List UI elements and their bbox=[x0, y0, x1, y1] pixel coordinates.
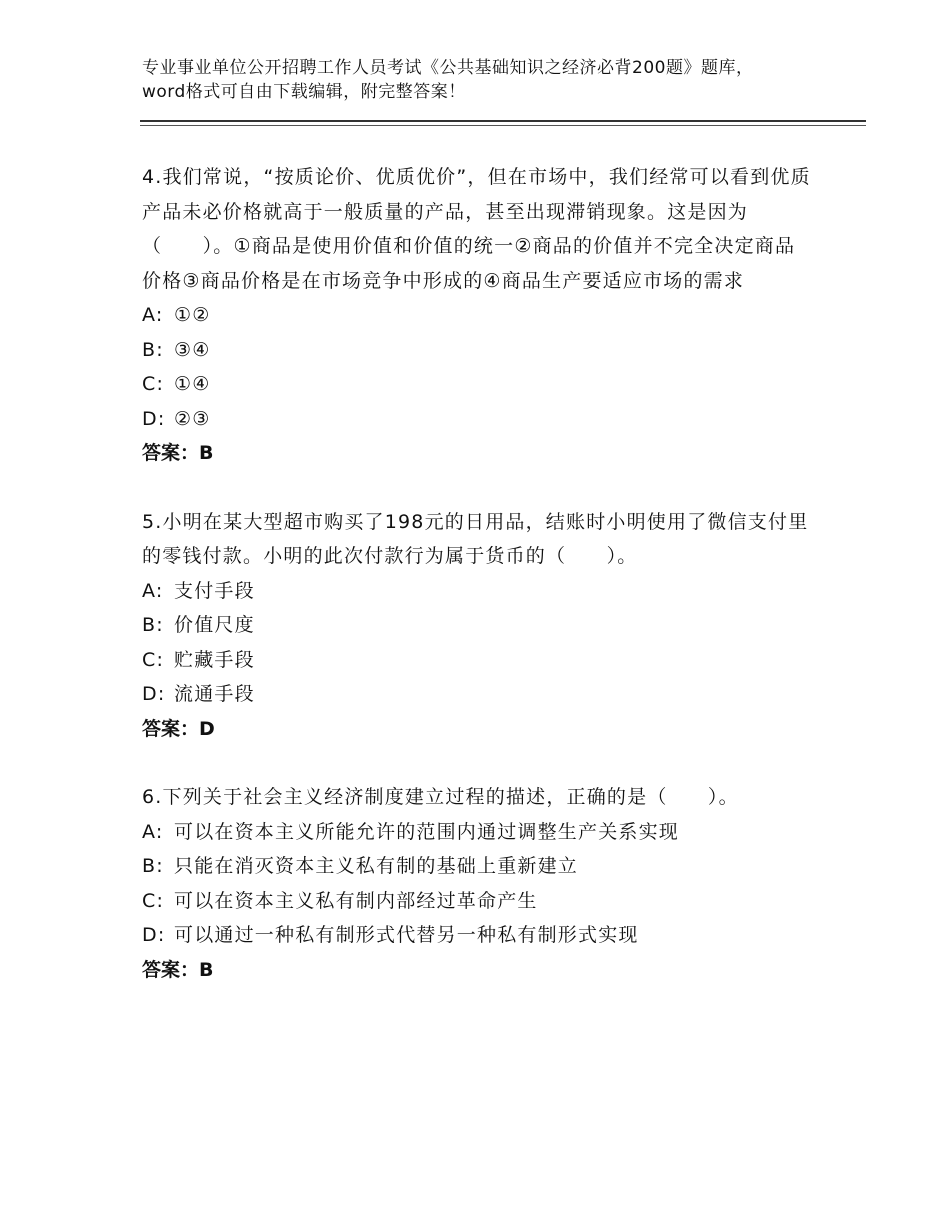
header-divider-thick bbox=[140, 120, 866, 122]
option-text: 支付手段 bbox=[174, 579, 255, 602]
question-4 bbox=[142, 160, 812, 471]
option-letter: C: bbox=[142, 373, 165, 395]
option-text: ②③ bbox=[174, 407, 211, 430]
option-letter: D: bbox=[142, 924, 166, 946]
option-a bbox=[142, 298, 812, 333]
option-d bbox=[142, 918, 812, 953]
option-a bbox=[142, 574, 812, 609]
document-title: 专业事业单位公开招聘工作人员考试《公共基础知识之经济必背200题》题库，word格式可自由下载编辑，附完整答案！ bbox=[142, 58, 754, 102]
option-letter: C: bbox=[142, 889, 165, 912]
option-text: 可以在资本主义所能允许的范围内通过调整生产关系实现 bbox=[174, 820, 680, 843]
option-letter: B: bbox=[142, 338, 164, 361]
option-text: 价值尺度 bbox=[174, 614, 255, 636]
question-stem: 4.我们常说，“按质论价、优质优价”，但在市场中，我们经常可以看到优质产品未必价格就高于一般质量的产品，甚至出现滞销现象。这是因为（ ）。①商品是使用价值和价值的统一②商品的价值并不完全决定商品价格③商品价格是在市场竞争中形成的④商品生产要适应市场的需求 bbox=[142, 166, 811, 292]
option-d bbox=[142, 677, 812, 712]
option-text: ①④ bbox=[174, 373, 211, 395]
answer-label: 答案：B bbox=[142, 442, 214, 464]
question-stem: 5.小明在某大型超市购买了198元的日用品，结账时小明使用了微信支付里的零钱付款。小明的此次付款行为属于货币的（ ）。 bbox=[142, 510, 809, 567]
option-b bbox=[142, 849, 812, 884]
option-text: 贮藏手段 bbox=[174, 648, 255, 671]
document-header bbox=[142, 56, 782, 104]
option-text: 流通手段 bbox=[174, 683, 255, 705]
question-list bbox=[142, 160, 812, 1021]
question-stem: 6.下列关于社会主义经济制度建立过程的描述，正确的是（ ）。 bbox=[142, 786, 739, 808]
option-b bbox=[142, 608, 812, 643]
option-a bbox=[142, 815, 812, 850]
option-letter: B: bbox=[142, 855, 164, 877]
option-text: ③④ bbox=[174, 338, 211, 361]
option-letter: B: bbox=[142, 614, 164, 636]
option-text: 只能在消灭资本主义私有制的基础上重新建立 bbox=[174, 855, 579, 877]
option-letter: A: bbox=[142, 579, 164, 602]
option-letter: C: bbox=[142, 648, 165, 671]
option-c bbox=[142, 643, 812, 678]
option-d bbox=[142, 402, 812, 437]
question-6 bbox=[142, 780, 812, 987]
option-text: ①② bbox=[174, 304, 211, 326]
answer-label: 答案：D bbox=[142, 717, 215, 740]
header-divider-thin bbox=[140, 125, 866, 126]
option-letter: D: bbox=[142, 407, 166, 430]
option-c bbox=[142, 884, 812, 919]
option-letter: A: bbox=[142, 304, 164, 326]
question-5 bbox=[142, 505, 812, 747]
answer-label: 答案：B bbox=[142, 958, 214, 981]
option-letter: A: bbox=[142, 820, 164, 843]
option-text: 可以在资本主义私有制内部经过革命产生 bbox=[174, 889, 538, 912]
option-text: 可以通过一种私有制形式代替另一种私有制形式实现 bbox=[174, 924, 639, 946]
option-b bbox=[142, 333, 812, 368]
option-c bbox=[142, 367, 812, 402]
option-letter: D: bbox=[142, 683, 166, 705]
